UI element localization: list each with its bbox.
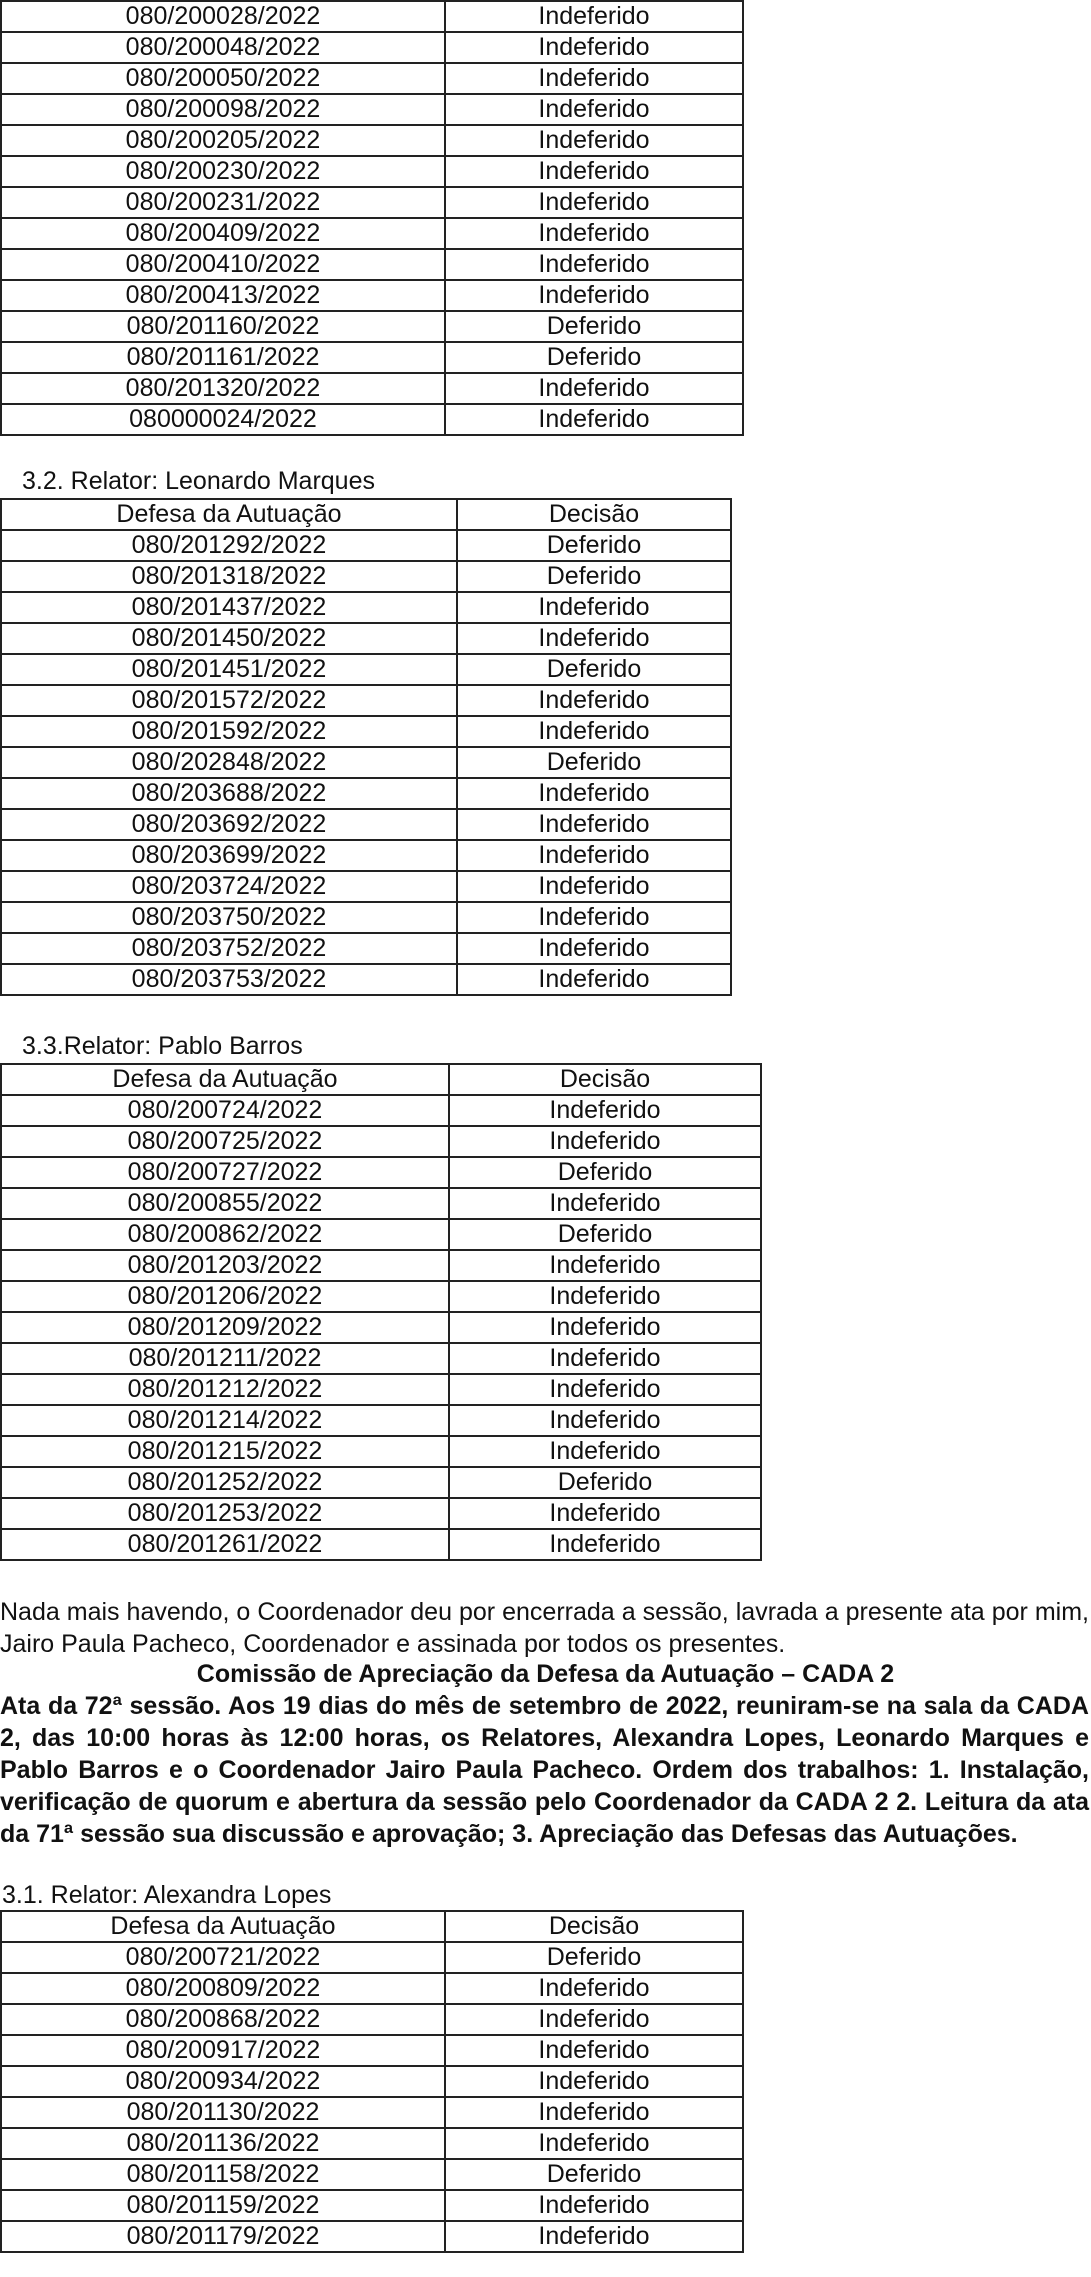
cell-decisao: Deferido	[445, 342, 743, 373]
cell-defesa-number: 080/200934/2022	[1, 2066, 445, 2097]
cell-defesa-number: 080/201261/2022	[1, 1529, 449, 1560]
cell-decisao: Indeferido	[449, 1374, 761, 1405]
cell-decisao: Indeferido	[457, 809, 731, 840]
header-decisao: Decisão	[457, 499, 731, 530]
cell-defesa-number: 080/201161/2022	[1, 342, 445, 373]
table-row	[1, 1942, 743, 1973]
cell-defesa-number: 080/203692/2022	[1, 809, 457, 840]
cell-defesa-number: 080/201136/2022	[1, 2128, 445, 2159]
cell-defesa-number: 080/201179/2022	[1, 2221, 445, 2252]
cell-defesa-number: 080/203699/2022	[1, 840, 457, 871]
table-row	[1, 373, 743, 404]
cell-decisao: Indeferido	[449, 1188, 761, 1219]
table-row	[1, 1219, 761, 1250]
cell-decisao: Indeferido	[457, 902, 731, 933]
cell-decisao: Indeferido	[449, 1343, 761, 1374]
table-row	[1, 1436, 761, 1467]
cell-defesa-number: 080/201211/2022	[1, 1343, 449, 1374]
cell-defesa-number: 080/200724/2022	[1, 1095, 449, 1126]
table-row	[1, 809, 731, 840]
cell-decisao: Indeferido	[445, 1, 743, 32]
cell-defesa-number: 080/203688/2022	[1, 778, 457, 809]
table-row	[1, 747, 731, 778]
cell-defesa-number: 080/201206/2022	[1, 1281, 449, 1312]
table-row	[1, 32, 743, 63]
table-row	[1, 311, 743, 342]
alexandra-table-block	[0, 1910, 744, 2253]
cell-decisao: Indeferido	[449, 1281, 761, 1312]
decision-table-leonardo	[0, 498, 732, 996]
cell-defesa-number: 080/201437/2022	[1, 592, 457, 623]
cell-defesa-number: 080/200231/2022	[1, 187, 445, 218]
cell-defesa-number: 080/201160/2022	[1, 311, 445, 342]
table-row	[1, 2004, 743, 2035]
table-row	[1, 561, 731, 592]
cell-decisao: Deferido	[449, 1467, 761, 1498]
cell-defesa-number: 080/200725/2022	[1, 1126, 449, 1157]
table-row	[1, 125, 743, 156]
table-row	[1, 1374, 761, 1405]
cell-decisao: Indeferido	[457, 623, 731, 654]
header-decisao: Decisão	[445, 1911, 743, 1942]
table-row	[1, 218, 743, 249]
cell-decisao: Indeferido	[449, 1312, 761, 1343]
cell-defesa-number: 080000024/2022	[1, 404, 445, 435]
pablo-table-block	[0, 1063, 762, 1561]
section-label-alexandra: 3.1. Relator: Alexandra Lopes	[2, 1881, 332, 1909]
cell-defesa-number: 080/201209/2022	[1, 1312, 449, 1343]
cell-defesa-number: 080/201159/2022	[1, 2190, 445, 2221]
cell-defesa-number: 080/201253/2022	[1, 1498, 449, 1529]
table-row	[1, 685, 731, 716]
cell-decisao: Indeferido	[445, 1973, 743, 2004]
cell-decisao: Deferido	[449, 1219, 761, 1250]
table-row	[1, 871, 731, 902]
header-defesa: Defesa da Autuação	[1, 1064, 449, 1095]
cell-decisao: Deferido	[457, 747, 731, 778]
cell-defesa-number: 080/200230/2022	[1, 156, 445, 187]
cell-decisao: Indeferido	[445, 373, 743, 404]
cell-defesa-number: 080/203750/2022	[1, 902, 457, 933]
cell-decisao: Indeferido	[449, 1405, 761, 1436]
cell-decisao: Deferido	[445, 311, 743, 342]
cell-decisao: Indeferido	[445, 2128, 743, 2159]
table-row	[1, 1467, 761, 1498]
cell-defesa-number: 080/201252/2022	[1, 1467, 449, 1498]
cell-decisao: Deferido	[457, 654, 731, 685]
table-row	[1, 187, 743, 218]
cell-decisao: Indeferido	[449, 1250, 761, 1281]
cell-defesa-number: 080/202848/2022	[1, 747, 457, 778]
cell-defesa-number: 080/201572/2022	[1, 685, 457, 716]
cell-defesa-number: 080/201212/2022	[1, 1374, 449, 1405]
table-row	[1, 1343, 761, 1374]
decision-table-alexandra	[0, 1910, 744, 2253]
cell-decisao: Indeferido	[445, 2097, 743, 2128]
table-row	[1, 63, 743, 94]
table-row	[1, 1281, 761, 1312]
cell-decisao: Deferido	[449, 1157, 761, 1188]
cell-defesa-number: 080/200721/2022	[1, 1942, 445, 1973]
cell-defesa-number: 080/200205/2022	[1, 125, 445, 156]
cell-decisao: Indeferido	[457, 871, 731, 902]
cell-decisao: Indeferido	[445, 2066, 743, 2097]
cell-defesa-number: 080/203724/2022	[1, 871, 457, 902]
decision-table-continued	[0, 0, 744, 436]
cell-decisao: Indeferido	[449, 1126, 761, 1157]
cell-defesa-number: 080/200409/2022	[1, 218, 445, 249]
cell-defesa-number: 080/200917/2022	[1, 2035, 445, 2066]
cell-decisao: Indeferido	[445, 125, 743, 156]
cell-decisao: Deferido	[457, 530, 731, 561]
cell-defesa-number: 080/200048/2022	[1, 32, 445, 63]
cell-decisao: Indeferido	[445, 2035, 743, 2066]
cell-decisao: Indeferido	[445, 218, 743, 249]
cell-decisao: Indeferido	[457, 716, 731, 747]
section-label-pablo: 3.3.Relator: Pablo Barros	[22, 1032, 303, 1060]
cell-decisao: Indeferido	[449, 1095, 761, 1126]
cell-defesa-number: 080/200028/2022	[1, 1, 445, 32]
table-row	[1, 933, 731, 964]
cell-defesa-number: 080/201215/2022	[1, 1436, 449, 1467]
table-header-row	[1, 1911, 743, 1942]
cell-decisao: Indeferido	[449, 1498, 761, 1529]
cell-defesa-number: 080/200413/2022	[1, 280, 445, 311]
cell-decisao: Indeferido	[457, 778, 731, 809]
cell-decisao: Indeferido	[449, 1436, 761, 1467]
table-row	[1, 1095, 761, 1126]
cell-defesa-number: 080/201318/2022	[1, 561, 457, 592]
table-row	[1, 2221, 743, 2252]
cell-decisao: Indeferido	[445, 2004, 743, 2035]
table-row	[1, 1157, 761, 1188]
table-row	[1, 1312, 761, 1343]
cell-defesa-number: 080/201292/2022	[1, 530, 457, 561]
table-row	[1, 592, 731, 623]
cell-decisao: Indeferido	[457, 592, 731, 623]
table-row	[1, 94, 743, 125]
header-defesa: Defesa da Autuação	[1, 499, 457, 530]
table-row	[1, 623, 731, 654]
commission-title: Comissão de Apreciação da Defesa da Autuação – CADA 2	[196, 1660, 895, 1688]
cell-defesa-number: 080/200050/2022	[1, 63, 445, 94]
cell-defesa-number: 080/201130/2022	[1, 2097, 445, 2128]
section-label-leonardo: 3.2. Relator: Leonardo Marques	[22, 467, 375, 495]
cell-decisao: Indeferido	[457, 964, 731, 995]
decision-table-pablo	[0, 1063, 762, 1561]
table-row	[1, 280, 743, 311]
cell-decisao: Indeferido	[449, 1529, 761, 1560]
cell-defesa-number: 080/201320/2022	[1, 373, 445, 404]
cell-decisao: Indeferido	[457, 685, 731, 716]
cell-decisao: Indeferido	[445, 156, 743, 187]
table-row	[1, 840, 731, 871]
header-decisao: Decisão	[449, 1064, 761, 1095]
cell-decisao: Deferido	[445, 1942, 743, 1973]
cell-defesa-number: 080/201450/2022	[1, 623, 457, 654]
table-row	[1, 249, 743, 280]
table-row	[1, 404, 743, 435]
table-row	[1, 2128, 743, 2159]
cell-defesa-number: 080/201203/2022	[1, 1250, 449, 1281]
cell-defesa-number: 080/200855/2022	[1, 1188, 449, 1219]
cell-decisao: Indeferido	[445, 280, 743, 311]
cell-defesa-number: 080/201451/2022	[1, 654, 457, 685]
table-row	[1, 1529, 761, 1560]
top-table-block	[0, 0, 744, 436]
table-header-row	[1, 1064, 761, 1095]
table-row	[1, 2159, 743, 2190]
table-row	[1, 2097, 743, 2128]
table-row	[1, 1973, 743, 2004]
leonardo-table-block	[0, 498, 732, 996]
closing-paragraph: Nada mais havendo, o Coordenador deu por encerrada a sessão, lavrada a presente ata por mim, Jairo Paula Pacheco, Coordenador e assinada por todos os presentes.	[0, 1598, 1089, 1658]
table-row	[1, 2035, 743, 2066]
table-row	[1, 156, 743, 187]
cell-defesa-number: 080/201158/2022	[1, 2159, 445, 2190]
cell-decisao: Indeferido	[445, 249, 743, 280]
cell-decisao: Indeferido	[445, 32, 743, 63]
table-row	[1, 902, 731, 933]
table-row	[1, 1, 743, 32]
table-row	[1, 1250, 761, 1281]
cell-defesa-number: 080/200868/2022	[1, 2004, 445, 2035]
table-header-row	[1, 499, 731, 530]
cell-decisao: Indeferido	[445, 187, 743, 218]
header-defesa: Defesa da Autuação	[1, 1911, 445, 1942]
table-row	[1, 716, 731, 747]
cell-defesa-number: 080/200727/2022	[1, 1157, 449, 1188]
cell-defesa-number: 080/200098/2022	[1, 94, 445, 125]
table-row	[1, 964, 731, 995]
cell-decisao: Indeferido	[445, 63, 743, 94]
table-row	[1, 1188, 761, 1219]
table-row	[1, 654, 731, 685]
cell-defesa-number: 080/201214/2022	[1, 1405, 449, 1436]
cell-defesa-number: 080/203753/2022	[1, 964, 457, 995]
cell-defesa-number: 080/203752/2022	[1, 933, 457, 964]
table-row	[1, 530, 731, 561]
cell-defesa-number: 080/201592/2022	[1, 716, 457, 747]
cell-decisao: Indeferido	[457, 933, 731, 964]
cell-decisao: Deferido	[457, 561, 731, 592]
table-row	[1, 2066, 743, 2097]
table-row	[1, 342, 743, 373]
table-row	[1, 778, 731, 809]
cell-defesa-number: 080/200809/2022	[1, 1973, 445, 2004]
table-row	[1, 1405, 761, 1436]
table-row	[1, 1126, 761, 1157]
cell-decisao: Indeferido	[457, 840, 731, 871]
ata-paragraph: Ata da 72ª sessão. Aos 19 dias do mês de setembro de 2022, reuniram-se na sala da CADA 2, das 10:00 horas às 12:00 horas, os Relatores, Alexandra Lopes, Leonardo Marques e Pablo Barros e o Coordenador Jairo Paula Pacheco. Ordem dos trabalhos: 1. Instalação, verificação de quorum e abertura da sessão pelo Coordenador da CADA 2 2. Leitura da ata da 71ª sessão sua discussão e aprovação; 3. Apreciação das Defesas das Autuações.	[0, 1692, 1089, 1848]
cell-decisao: Indeferido	[445, 2221, 743, 2252]
table-row	[1, 2190, 743, 2221]
table-row	[1, 1498, 761, 1529]
cell-decisao: Deferido	[445, 2159, 743, 2190]
cell-defesa-number: 080/200410/2022	[1, 249, 445, 280]
cell-decisao: Indeferido	[445, 94, 743, 125]
cell-defesa-number: 080/200862/2022	[1, 1219, 449, 1250]
cell-decisao: Indeferido	[445, 404, 743, 435]
cell-decisao: Indeferido	[445, 2190, 743, 2221]
